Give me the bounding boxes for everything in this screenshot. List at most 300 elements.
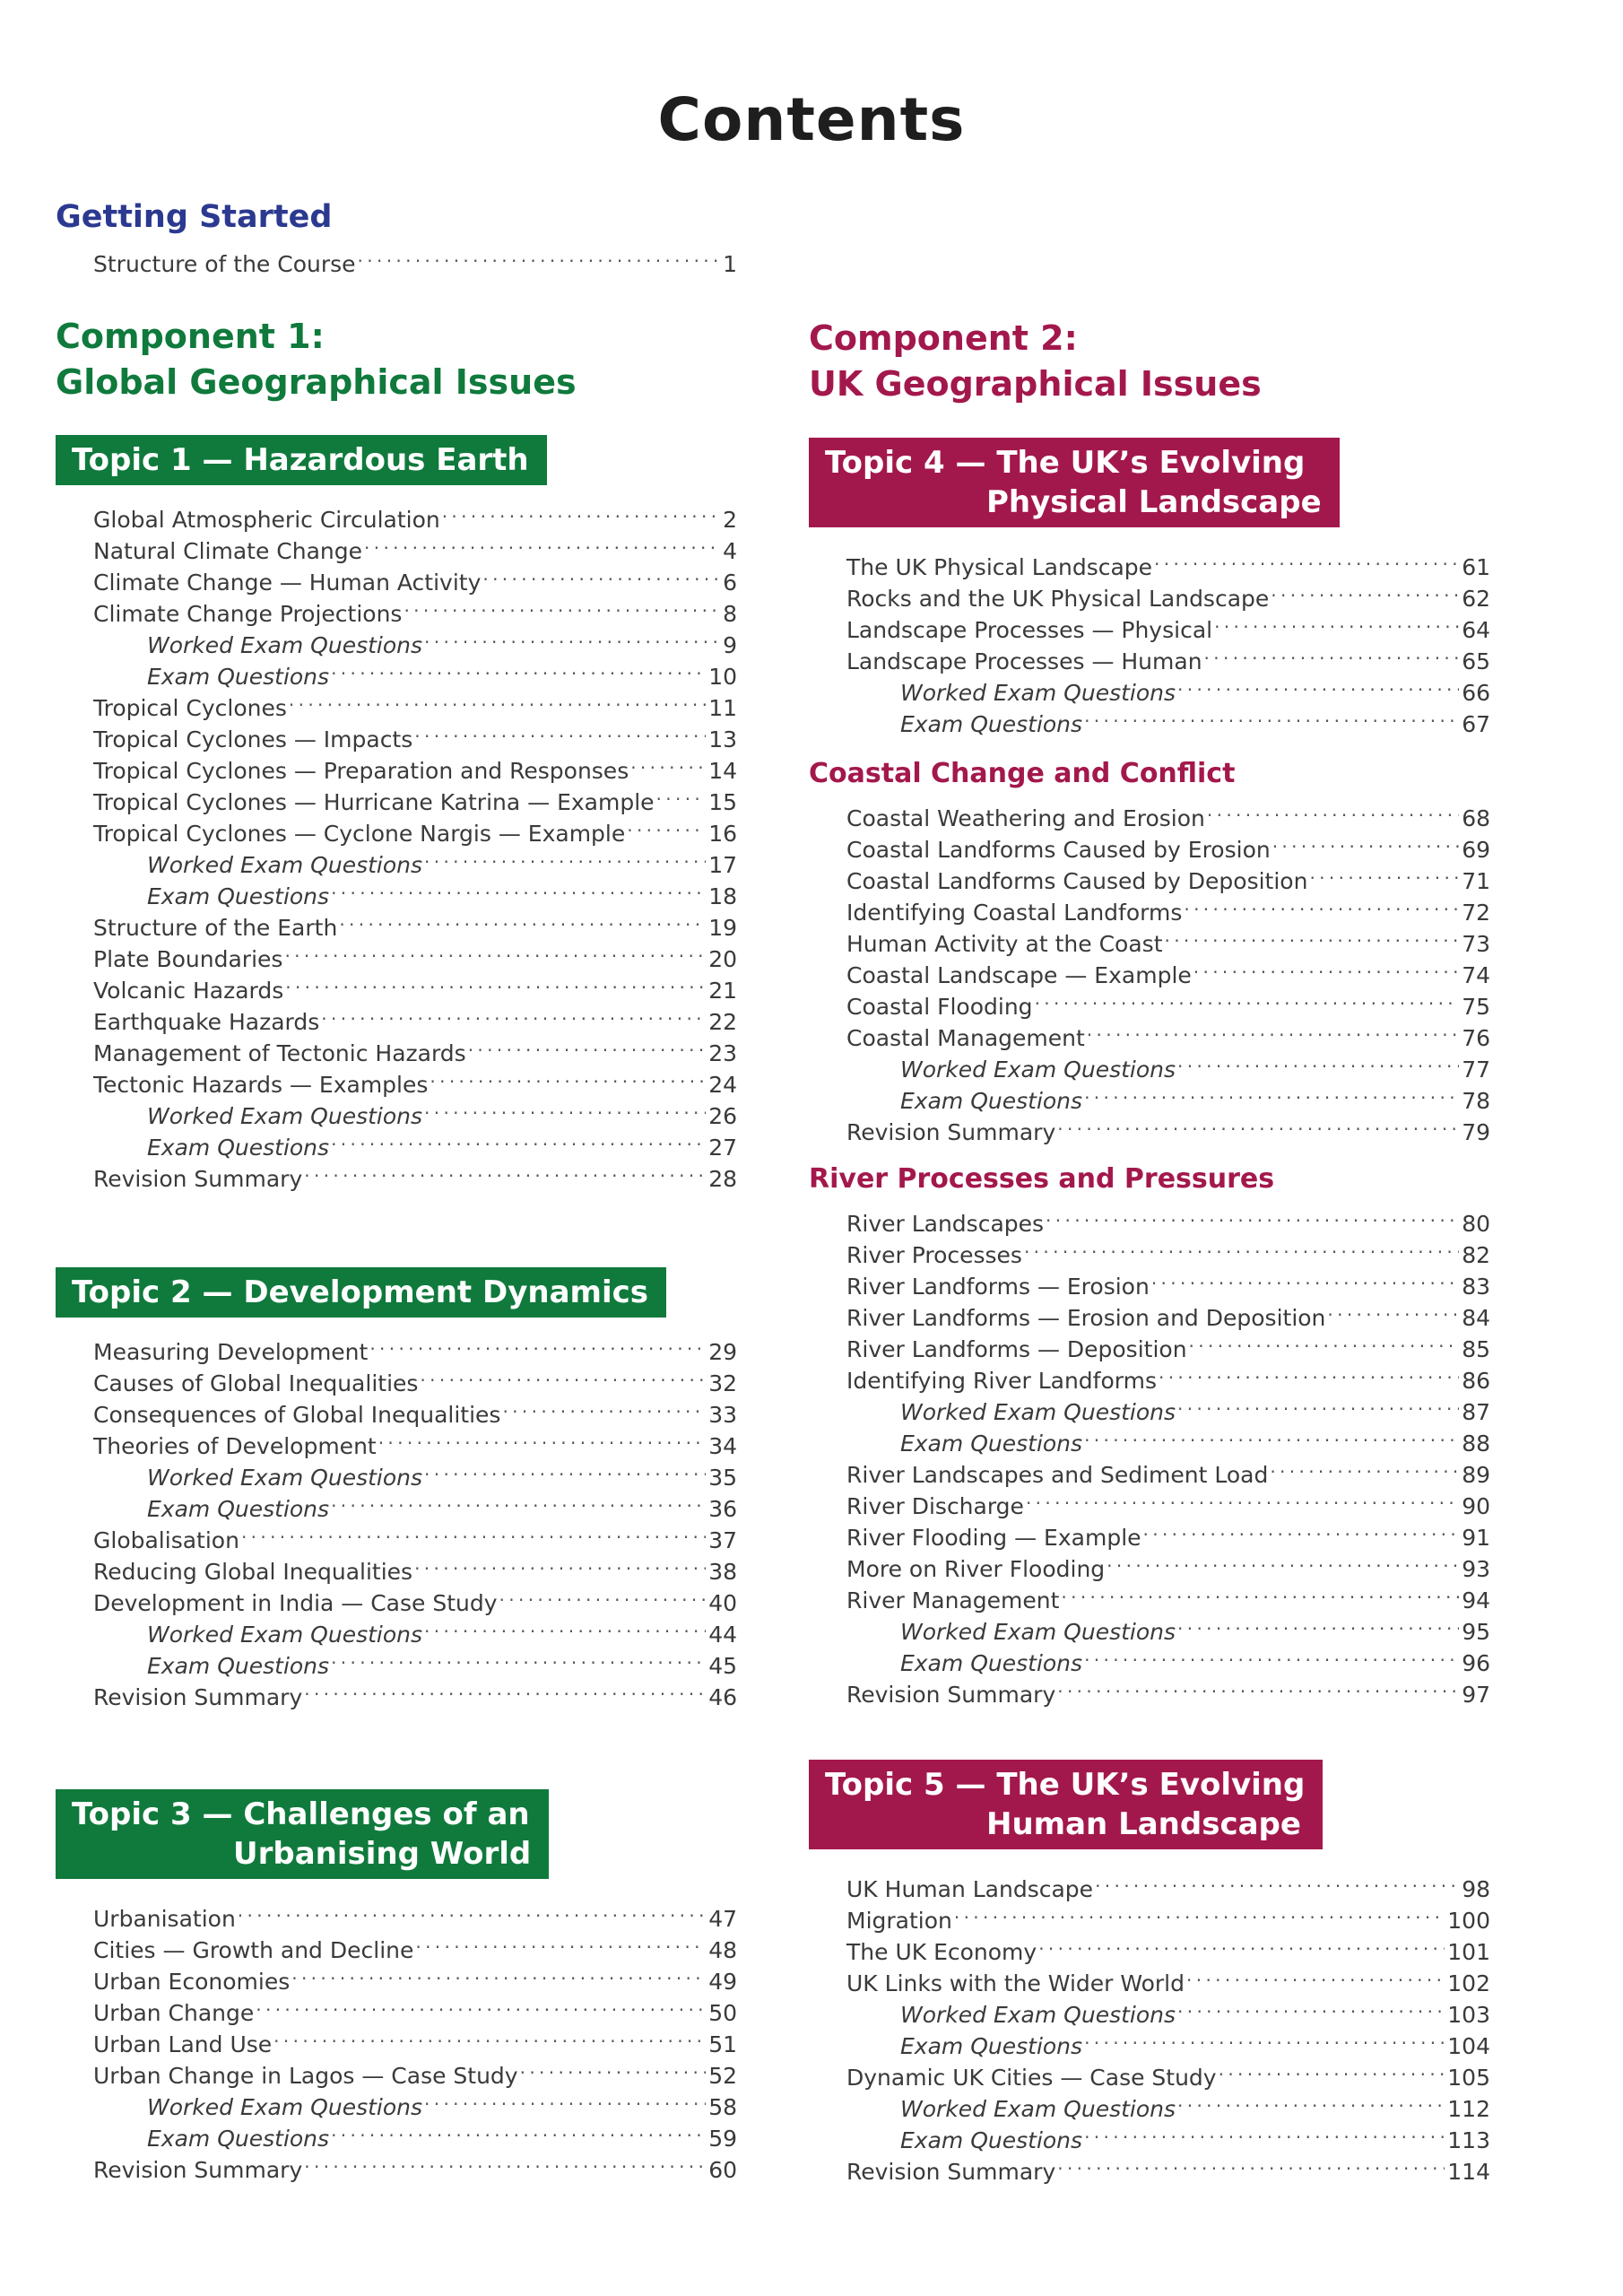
dot-leader: [1177, 1046, 1459, 1077]
toc-entry-title: Coastal Landforms Caused by Erosion: [846, 837, 1271, 863]
dot-leader: [284, 935, 706, 967]
toc-entry-title: Causes of Global Inequalities: [93, 1370, 419, 1396]
toc-entry-page: 38: [708, 1559, 737, 1585]
dot-leader: [414, 1548, 706, 1579]
dot-leader: [1151, 1263, 1459, 1294]
toc-entry-page: 26: [708, 1103, 737, 1129]
toc-entry-title: Consequences of Global Inequalities: [93, 1402, 501, 1428]
dot-leader: [289, 684, 706, 716]
dot-leader: [1057, 1109, 1459, 1140]
page-title: Contents: [657, 85, 966, 154]
toc-entry-title: Worked Exam Questions: [900, 2002, 1176, 2028]
dot-leader: [424, 1092, 706, 1124]
topic-5-title-line1: Topic 5 — The UK’s Evolving: [825, 1767, 1306, 1803]
toc-entry-page: 48: [708, 1937, 737, 1963]
dot-leader: [468, 1030, 706, 1061]
toc-entry-title: Exam Questions: [900, 711, 1083, 737]
dot-leader: [304, 1155, 706, 1187]
dot-leader: [430, 1061, 706, 1092]
toc-entry-page: 46: [708, 1684, 737, 1710]
toc-entry-title: Worked Exam Questions: [147, 1465, 423, 1491]
dot-leader: [1214, 606, 1459, 638]
toc-entry-title: River Landscapes: [846, 1211, 1045, 1237]
toc-entry-title: Worked Exam Questions: [147, 2094, 423, 2120]
toc-entry-page: 6: [723, 570, 737, 596]
toc-entry-page: 96: [1462, 1650, 1490, 1676]
dot-leader: [424, 2083, 706, 2115]
dot-leader: [364, 527, 720, 559]
dot-leader: [1184, 889, 1459, 920]
dot-leader: [1057, 2148, 1445, 2179]
dot-leader: [378, 1422, 706, 1454]
dot-leader: [1024, 1231, 1459, 1263]
toc-entry-title: River Management: [846, 1587, 1060, 1613]
dot-leader: [304, 2146, 706, 2178]
toc-entry-title: Rocks and the UK Physical Landscape: [846, 586, 1270, 612]
topic-4-title-line1: Topic 4 — The UK’s Evolving: [825, 445, 1306, 481]
topic-1-title-line1: Topic 1 — Hazardous Earth: [72, 442, 529, 478]
toc-entry-page: 9: [723, 632, 737, 658]
toc-entry-page: 52: [708, 2063, 737, 2089]
toc-entry-title: River Discharge: [846, 1493, 1024, 1519]
toc-entry-page: 17: [708, 852, 737, 878]
toc-entry-page: 28: [708, 1166, 737, 1192]
toc-entry-title: Tropical Cyclones: [93, 695, 287, 721]
toc-entry-title: Structure of the Course: [93, 251, 356, 277]
toc-entry-page: 87: [1462, 1399, 1490, 1425]
toc-entry-page: 73: [1462, 931, 1490, 957]
toc-entry-title: Theories of Development: [93, 1433, 377, 1459]
dot-leader: [331, 2115, 706, 2146]
toc-entry-title: Volcanic Hazards: [93, 978, 284, 1004]
toc-entry-page: 60: [708, 2157, 737, 2183]
dot-leader: [1057, 1671, 1459, 1702]
toc-entry-page: 104: [1447, 2033, 1490, 2059]
toc-entry-page: 69: [1462, 837, 1490, 863]
getting-started-list: [56, 240, 737, 277]
dot-leader: [1087, 1014, 1459, 1046]
toc-entry: [56, 1895, 737, 1932]
toc-entry-title: Exam Questions: [900, 2033, 1083, 2059]
toc-entry-page: 22: [708, 1009, 737, 1035]
dot-leader: [1193, 952, 1459, 983]
dot-leader: [482, 559, 720, 590]
dot-leader: [331, 873, 706, 904]
toc-entry-title: Worked Exam Questions: [147, 852, 423, 878]
dot-leader: [424, 841, 706, 873]
toc-entry-title: Identifying River Landforms: [846, 1368, 1157, 1394]
toc-entry-title: Climate Change Projections: [93, 601, 403, 627]
toc-entry-page: 1: [723, 251, 737, 277]
getting-started-heading: Getting Started: [56, 199, 333, 235]
toc-entry-page: 15: [708, 789, 737, 815]
toc-entry-page: 82: [1462, 1242, 1490, 1268]
toc-entry-page: 89: [1462, 1462, 1490, 1488]
toc-entry-page: 49: [708, 1969, 737, 1995]
toc-entry-page: 93: [1462, 1556, 1490, 1582]
toc-entry-page: 78: [1462, 1088, 1490, 1114]
dot-leader: [256, 1989, 706, 2021]
toc-entry-page: 36: [708, 1496, 737, 1522]
dot-leader: [1035, 983, 1460, 1014]
dot-leader: [954, 1897, 1445, 1928]
dot-leader: [1084, 1077, 1459, 1109]
river-list: [809, 1200, 1490, 1708]
toc-entry-page: 95: [1462, 1619, 1490, 1645]
dot-leader: [358, 240, 721, 272]
dot-leader: [1038, 1928, 1445, 1960]
toc-entry-title: Exam Questions: [147, 1653, 330, 1679]
toc-entry-title: Worked Exam Questions: [147, 1622, 423, 1648]
toc-entry-title: Worked Exam Questions: [147, 632, 423, 658]
dot-leader: [1309, 857, 1459, 889]
toc-entry-title: Worked Exam Questions: [900, 1619, 1176, 1645]
dot-leader: [414, 716, 706, 747]
river-heading: River Processes and Pressures: [809, 1163, 1275, 1195]
toc-entry: [56, 496, 737, 533]
dot-leader: [1177, 1991, 1445, 2022]
toc-entry-page: 105: [1447, 2065, 1490, 2091]
toc-entry-title: Exam Questions: [147, 2126, 330, 2152]
toc-entry-page: 47: [708, 1906, 737, 1932]
toc-entry-title: River Landforms — Erosion and Deposition: [846, 1305, 1326, 1331]
topic-4-title-line2: Physical Landscape: [986, 484, 1322, 520]
toc-entry-title: River Landforms — Erosion: [846, 1274, 1150, 1300]
toc-entry-title: Landscape Processes — Human: [846, 648, 1202, 674]
toc-entry-title: UK Human Landscape: [846, 1876, 1094, 1902]
toc-entry: [809, 1866, 1490, 1902]
dot-leader: [1327, 1294, 1459, 1326]
dot-leader: [1046, 1200, 1459, 1231]
toc-entry-page: 62: [1462, 586, 1490, 612]
toc-entry-title: Revision Summary: [93, 1684, 303, 1710]
toc-entry-page: 37: [708, 1527, 737, 1553]
toc-entry-page: 86: [1462, 1368, 1490, 1394]
topic-1-title: [56, 435, 547, 485]
toc-entry-title: Worked Exam Questions: [147, 1103, 423, 1129]
toc-entry-page: 2: [723, 507, 737, 533]
toc-entry-page: 72: [1462, 900, 1490, 926]
topic-1-list: [56, 496, 737, 1192]
dot-leader: [1177, 1608, 1459, 1639]
dot-leader: [442, 496, 720, 527]
toc-entry-title: The UK Physical Landscape: [846, 554, 1153, 580]
toc-entry-page: 112: [1447, 2096, 1490, 2122]
dot-leader: [331, 1642, 706, 1674]
toc-entry-title: Migration: [846, 1908, 952, 1934]
toc-entry-title: Tropical Cyclones — Impacts: [93, 726, 413, 752]
toc-entry-title: River Landscapes and Sediment Load: [846, 1462, 1269, 1488]
dot-leader: [331, 653, 706, 684]
dot-leader: [1177, 2085, 1445, 2117]
toc-entry-page: 50: [708, 2000, 737, 2026]
dot-leader: [656, 778, 707, 810]
topic-4-section: [809, 438, 1490, 737]
toc-entry-page: 85: [1462, 1336, 1490, 1362]
toc-entry-page: 14: [708, 758, 737, 784]
toc-entry-page: 58: [708, 2094, 737, 2120]
toc-entry-title: Earthquake Hazards: [93, 1009, 320, 1035]
dot-leader: [1084, 1420, 1459, 1451]
toc-entry-page: 18: [708, 883, 737, 909]
dot-leader: [1143, 1514, 1460, 1545]
coastal-heading: Coastal Change and Conflict: [809, 758, 1236, 789]
toc-entry-title: Human Activity at the Coast: [846, 931, 1163, 957]
toc-entry-title: Coastal Landscape — Example: [846, 962, 1192, 988]
dot-leader: [1084, 1639, 1459, 1671]
topic-4-list: [809, 544, 1490, 737]
dot-leader: [321, 998, 706, 1030]
toc-entry-page: 101: [1447, 1939, 1490, 1965]
toc-entry-page: 68: [1462, 805, 1490, 831]
toc-entry-title: Structure of the Earth: [93, 915, 338, 941]
toc-entry-title: Exam Questions: [900, 1650, 1083, 1676]
toc-entry-title: Exam Questions: [900, 1431, 1083, 1457]
toc-entry-title: Measuring Development: [93, 1339, 369, 1365]
toc-entry-page: 35: [708, 1465, 737, 1491]
toc-entry-title: Cities — Growth and Decline: [93, 1937, 414, 1963]
toc-entry-page: 59: [708, 2126, 737, 2152]
toc-entry-title: Worked Exam Questions: [900, 1057, 1176, 1083]
toc-entry-page: 21: [708, 978, 737, 1004]
toc-entry-page: 66: [1462, 680, 1490, 706]
toc-entry-title: Exam Questions: [900, 1088, 1083, 1114]
toc-entry: [809, 544, 1490, 580]
toc-entry-title: Revision Summary: [93, 2157, 303, 2183]
toc-entry: [56, 1328, 737, 1365]
toc-entry-title: Coastal Landforms Caused by Deposition: [846, 868, 1308, 894]
toc-entry-title: Exam Questions: [900, 2127, 1083, 2153]
dot-leader: [424, 1611, 706, 1642]
topic-5-section: [809, 1760, 1490, 2185]
dot-leader: [627, 810, 706, 841]
toc-entry-page: 64: [1462, 617, 1490, 643]
topic-2-section: [56, 1267, 737, 1710]
toc-entry-page: 32: [708, 1370, 737, 1396]
toc-entry-title: River Processes: [846, 1242, 1022, 1268]
toc-entry-page: 13: [708, 726, 737, 752]
topic-2-list: [56, 1328, 737, 1710]
component-2-heading-line1: Component 2:: [809, 318, 1078, 358]
toc-entry-page: 67: [1462, 711, 1490, 737]
dot-leader: [1095, 1866, 1459, 1897]
toc-entry-page: 98: [1462, 1876, 1490, 1902]
dot-leader: [291, 1958, 706, 1989]
topic-5-list: [809, 1866, 1490, 2185]
toc-entry-page: 61: [1462, 554, 1490, 580]
toc-entry-title: Exam Questions: [147, 1135, 330, 1161]
dot-leader: [1207, 795, 1459, 826]
toc-entry-title: Global Atmospheric Circulation: [93, 507, 440, 533]
toc-entry-title: UK Links with the Wider World: [846, 1970, 1185, 1996]
dot-leader: [331, 1485, 706, 1517]
toc-entry-page: 102: [1447, 1970, 1490, 1996]
toc-entry-page: 51: [708, 2031, 737, 2057]
dot-leader: [285, 967, 706, 998]
dot-leader: [331, 1124, 706, 1155]
toc-entry-title: Landscape Processes — Physical: [846, 617, 1213, 643]
toc-entry-page: 23: [708, 1040, 737, 1066]
toc-entry-page: 44: [708, 1622, 737, 1648]
dot-leader: [304, 1674, 706, 1705]
dot-leader: [339, 904, 706, 935]
dot-leader: [241, 1517, 706, 1548]
toc-entry-title: Urban Change in Lagos — Case Study: [93, 2063, 518, 2089]
dot-leader: [1272, 826, 1459, 857]
toc-entry-title: Exam Questions: [147, 664, 330, 690]
toc-entry-page: 77: [1462, 1057, 1490, 1083]
toc-entry-title: Coastal Weathering and Erosion: [846, 805, 1205, 831]
dot-leader: [1204, 638, 1460, 669]
toc-entry-page: 83: [1462, 1274, 1490, 1300]
toc-entry-page: 88: [1462, 1431, 1490, 1457]
toc-entry-page: 19: [708, 915, 737, 941]
dot-leader: [424, 622, 720, 653]
toc-entry-title: Urbanisation: [93, 1906, 236, 1932]
dot-leader: [1165, 920, 1460, 952]
toc-entry-title: Dynamic UK Cities — Case Study: [846, 2065, 1217, 2091]
dot-leader: [1177, 1388, 1459, 1420]
dot-leader: [630, 747, 706, 778]
topic-4-title: [809, 438, 1340, 527]
component-1-heading-line2: Global Geographical Issues: [56, 362, 577, 402]
dot-leader: [1271, 575, 1459, 606]
topic-1-section: [56, 435, 737, 1192]
toc-entry-page: 29: [708, 1339, 737, 1365]
toc-entry-title: Coastal Flooding: [846, 994, 1033, 1020]
dot-leader: [1061, 1577, 1459, 1608]
toc-entry: [56, 240, 737, 277]
dot-leader: [1186, 1960, 1445, 1991]
toc-entry-title: Revision Summary: [846, 1682, 1056, 1708]
toc-entry-page: 76: [1462, 1025, 1490, 1051]
toc-entry-title: Identifying Coastal Landforms: [846, 900, 1183, 926]
dot-leader: [1219, 2054, 1445, 2085]
toc-entry-page: 27: [708, 1135, 737, 1161]
topic-3-title-line2: Urbanising World: [233, 1836, 532, 1872]
topic-5-title: [809, 1760, 1323, 1849]
toc-entry-page: 24: [708, 1072, 737, 1098]
coastal-section: [809, 753, 1490, 1145]
toc-entry-page: 75: [1462, 994, 1490, 1020]
component-1-heading-line1: Component 1:: [56, 317, 325, 356]
dot-leader: [1154, 544, 1459, 575]
toc-entry-title: Worked Exam Questions: [900, 680, 1176, 706]
toc-entry-page: 114: [1447, 2159, 1490, 2185]
toc-entry-page: 11: [708, 695, 737, 721]
toc-entry-title: Worked Exam Questions: [900, 1399, 1176, 1425]
dot-leader: [499, 1579, 707, 1611]
dot-leader: [1026, 1483, 1459, 1514]
toc-entry-page: 65: [1462, 648, 1490, 674]
topic-3-list: [56, 1895, 737, 2183]
toc-entry-page: 94: [1462, 1587, 1490, 1613]
toc-entry-title: Globalisation: [93, 1527, 239, 1553]
dot-leader: [1084, 700, 1459, 732]
toc-entry-title: Urban Land Use: [93, 2031, 273, 2057]
toc-entry-title: Development in India — Case Study: [93, 1590, 498, 1616]
toc-entry-title: Coastal Management: [846, 1025, 1085, 1051]
toc-entry-page: 91: [1462, 1525, 1490, 1551]
toc-entry-page: 84: [1462, 1305, 1490, 1331]
toc-entry-title: Exam Questions: [147, 1496, 330, 1522]
toc-entry-page: 79: [1462, 1119, 1490, 1145]
component-2-heading: [809, 316, 1490, 407]
dot-leader: [420, 1360, 706, 1391]
dot-leader: [238, 1895, 706, 1926]
toc-entry-page: 90: [1462, 1493, 1490, 1519]
dot-leader: [1084, 2117, 1445, 2148]
toc-entry-page: 100: [1447, 1908, 1490, 1934]
dot-leader: [1177, 669, 1459, 700]
toc-entry-title: More on River Flooding: [846, 1556, 1106, 1582]
toc-entry-title: Urban Change: [93, 2000, 255, 2026]
dot-leader: [1107, 1545, 1459, 1577]
toc-entry-title: River Flooding — Example: [846, 1525, 1141, 1551]
toc-entry-page: 10: [708, 664, 737, 690]
dot-leader: [415, 1926, 706, 1958]
toc-entry-title: Natural Climate Change: [93, 538, 363, 564]
toc-entry-page: 8: [723, 601, 737, 627]
toc-entry-page: 45: [708, 1653, 737, 1679]
topic-3-title: [56, 1789, 549, 1879]
dot-leader: [502, 1391, 706, 1422]
getting-started-section: [56, 196, 737, 277]
toc-entry-page: 20: [708, 946, 737, 972]
toc-entry-title: Tectonic Hazards — Examples: [93, 1072, 429, 1098]
toc-entry-title: Tropical Cyclones — Hurricane Katrina — Example: [93, 789, 655, 815]
toc-entry-page: 4: [723, 538, 737, 564]
toc-entry-title: Plate Boundaries: [93, 946, 283, 972]
toc-entry-title: Climate Change — Human Activity: [93, 570, 482, 596]
toc-entry-page: 97: [1462, 1682, 1490, 1708]
toc-entry-title: River Landforms — Deposition: [846, 1336, 1187, 1362]
topic-3-section: [56, 1789, 737, 2183]
toc-entry-title: Revision Summary: [93, 1166, 303, 1192]
toc-entry-page: 71: [1462, 868, 1490, 894]
toc-entry-page: 80: [1462, 1211, 1490, 1237]
dot-leader: [369, 1328, 706, 1360]
dot-leader: [1084, 2022, 1445, 2054]
river-section: [809, 1159, 1490, 1708]
toc-entry-page: 113: [1447, 2127, 1490, 2153]
toc-entry-page: 33: [708, 1402, 737, 1428]
toc-entry-page: 34: [708, 1433, 737, 1459]
toc-entry-title: Tropical Cyclones — Cyclone Nargis — Example: [93, 821, 626, 847]
component-2-heading-line2: UK Geographical Issues: [809, 364, 1262, 404]
dot-leader: [273, 2021, 706, 2052]
topic-3-title-line1: Topic 3 — Challenges of an: [72, 1796, 530, 1832]
toc-entry-title: Worked Exam Questions: [900, 2096, 1176, 2122]
toc-entry-title: Management of Tectonic Hazards: [93, 1040, 466, 1066]
coastal-list: [809, 795, 1490, 1145]
toc-entry-title: Revision Summary: [846, 2159, 1056, 2185]
toc-entry-page: 103: [1447, 2002, 1490, 2028]
topic-2-title-line1: Topic 2 — Development Dynamics: [72, 1274, 648, 1310]
topic-2-title: [56, 1267, 666, 1318]
toc-entry-page: 40: [708, 1590, 737, 1616]
dot-leader: [1159, 1357, 1459, 1388]
toc-entry-title: The UK Economy: [846, 1939, 1037, 1965]
toc-entry-title: Urban Economies: [93, 1969, 291, 1995]
toc-entry: [809, 795, 1490, 831]
toc-entry-page: 74: [1462, 962, 1490, 988]
component-1-heading: [56, 314, 737, 405]
dot-leader: [1270, 1451, 1459, 1483]
toc-entry-title: Reducing Global Inequalities: [93, 1559, 413, 1585]
dot-leader: [520, 2052, 707, 2083]
dot-leader: [424, 1454, 706, 1485]
